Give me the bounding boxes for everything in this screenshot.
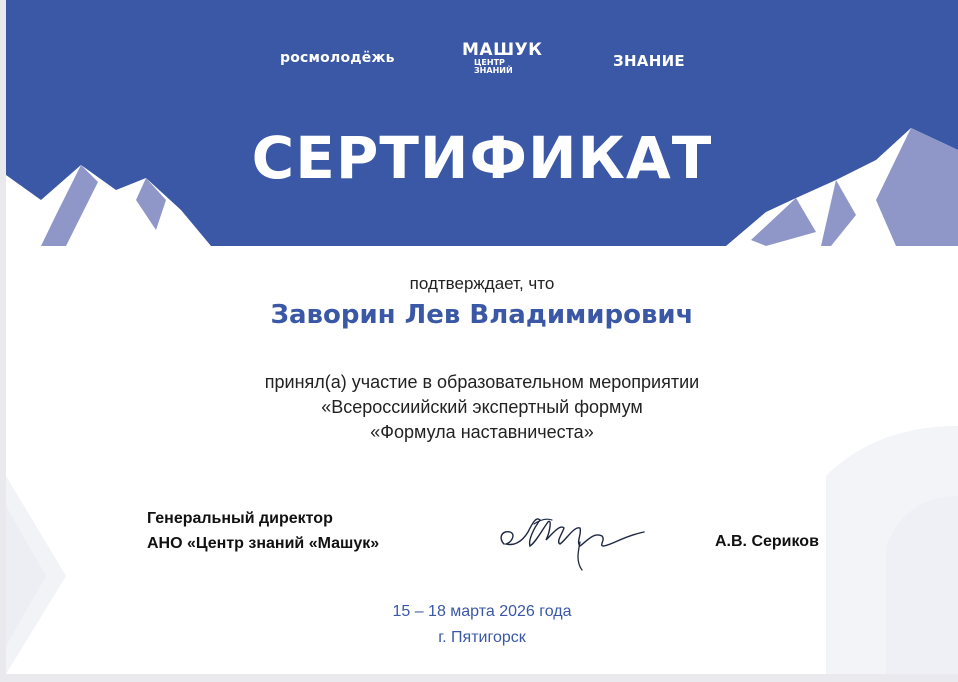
mashuk-logo-subtitle-1: ЦЕНТР xyxy=(474,58,505,67)
participation-line-3: «Формула наставничеста» xyxy=(370,422,594,442)
mashuk-logo-title: МАШУК xyxy=(462,40,543,60)
signatory-position-line-2: АНО «Центр знаний «Машук» xyxy=(147,535,380,552)
signatory-position-line-1: Генеральный директор xyxy=(147,510,333,527)
znanie-logo: ЗНАНИЕ xyxy=(613,52,685,70)
handwritten-signature xyxy=(494,502,664,574)
rosmolodezh-logo: росмолодёжь xyxy=(280,50,395,66)
confirms-text: подтверждает, что xyxy=(409,274,555,293)
certificate-header xyxy=(6,0,958,246)
event-place: г. Пятигорск xyxy=(438,629,526,646)
certificate-title: СЕРТИФИКАТ xyxy=(251,124,713,192)
mountains-illustration xyxy=(6,0,958,246)
mashuk-logo-subtitle-2: ЗНАНИЙ xyxy=(474,66,513,75)
participation-text xyxy=(6,370,958,445)
event-info xyxy=(6,599,958,651)
recipient-name: Заворин Лев Владимирович xyxy=(270,300,694,330)
mashuk-logo xyxy=(462,42,542,75)
event-dates: 15 – 18 марта 2026 года xyxy=(392,603,572,620)
signatory-position xyxy=(147,506,379,556)
participation-line-1: принял(а) участие в образовательном мероприятии xyxy=(264,372,700,392)
signatory-name: А.В. Сериков xyxy=(715,533,819,550)
participation-line-2: «Всероссиийский экспертный формум xyxy=(321,397,643,417)
certificate xyxy=(6,0,958,674)
